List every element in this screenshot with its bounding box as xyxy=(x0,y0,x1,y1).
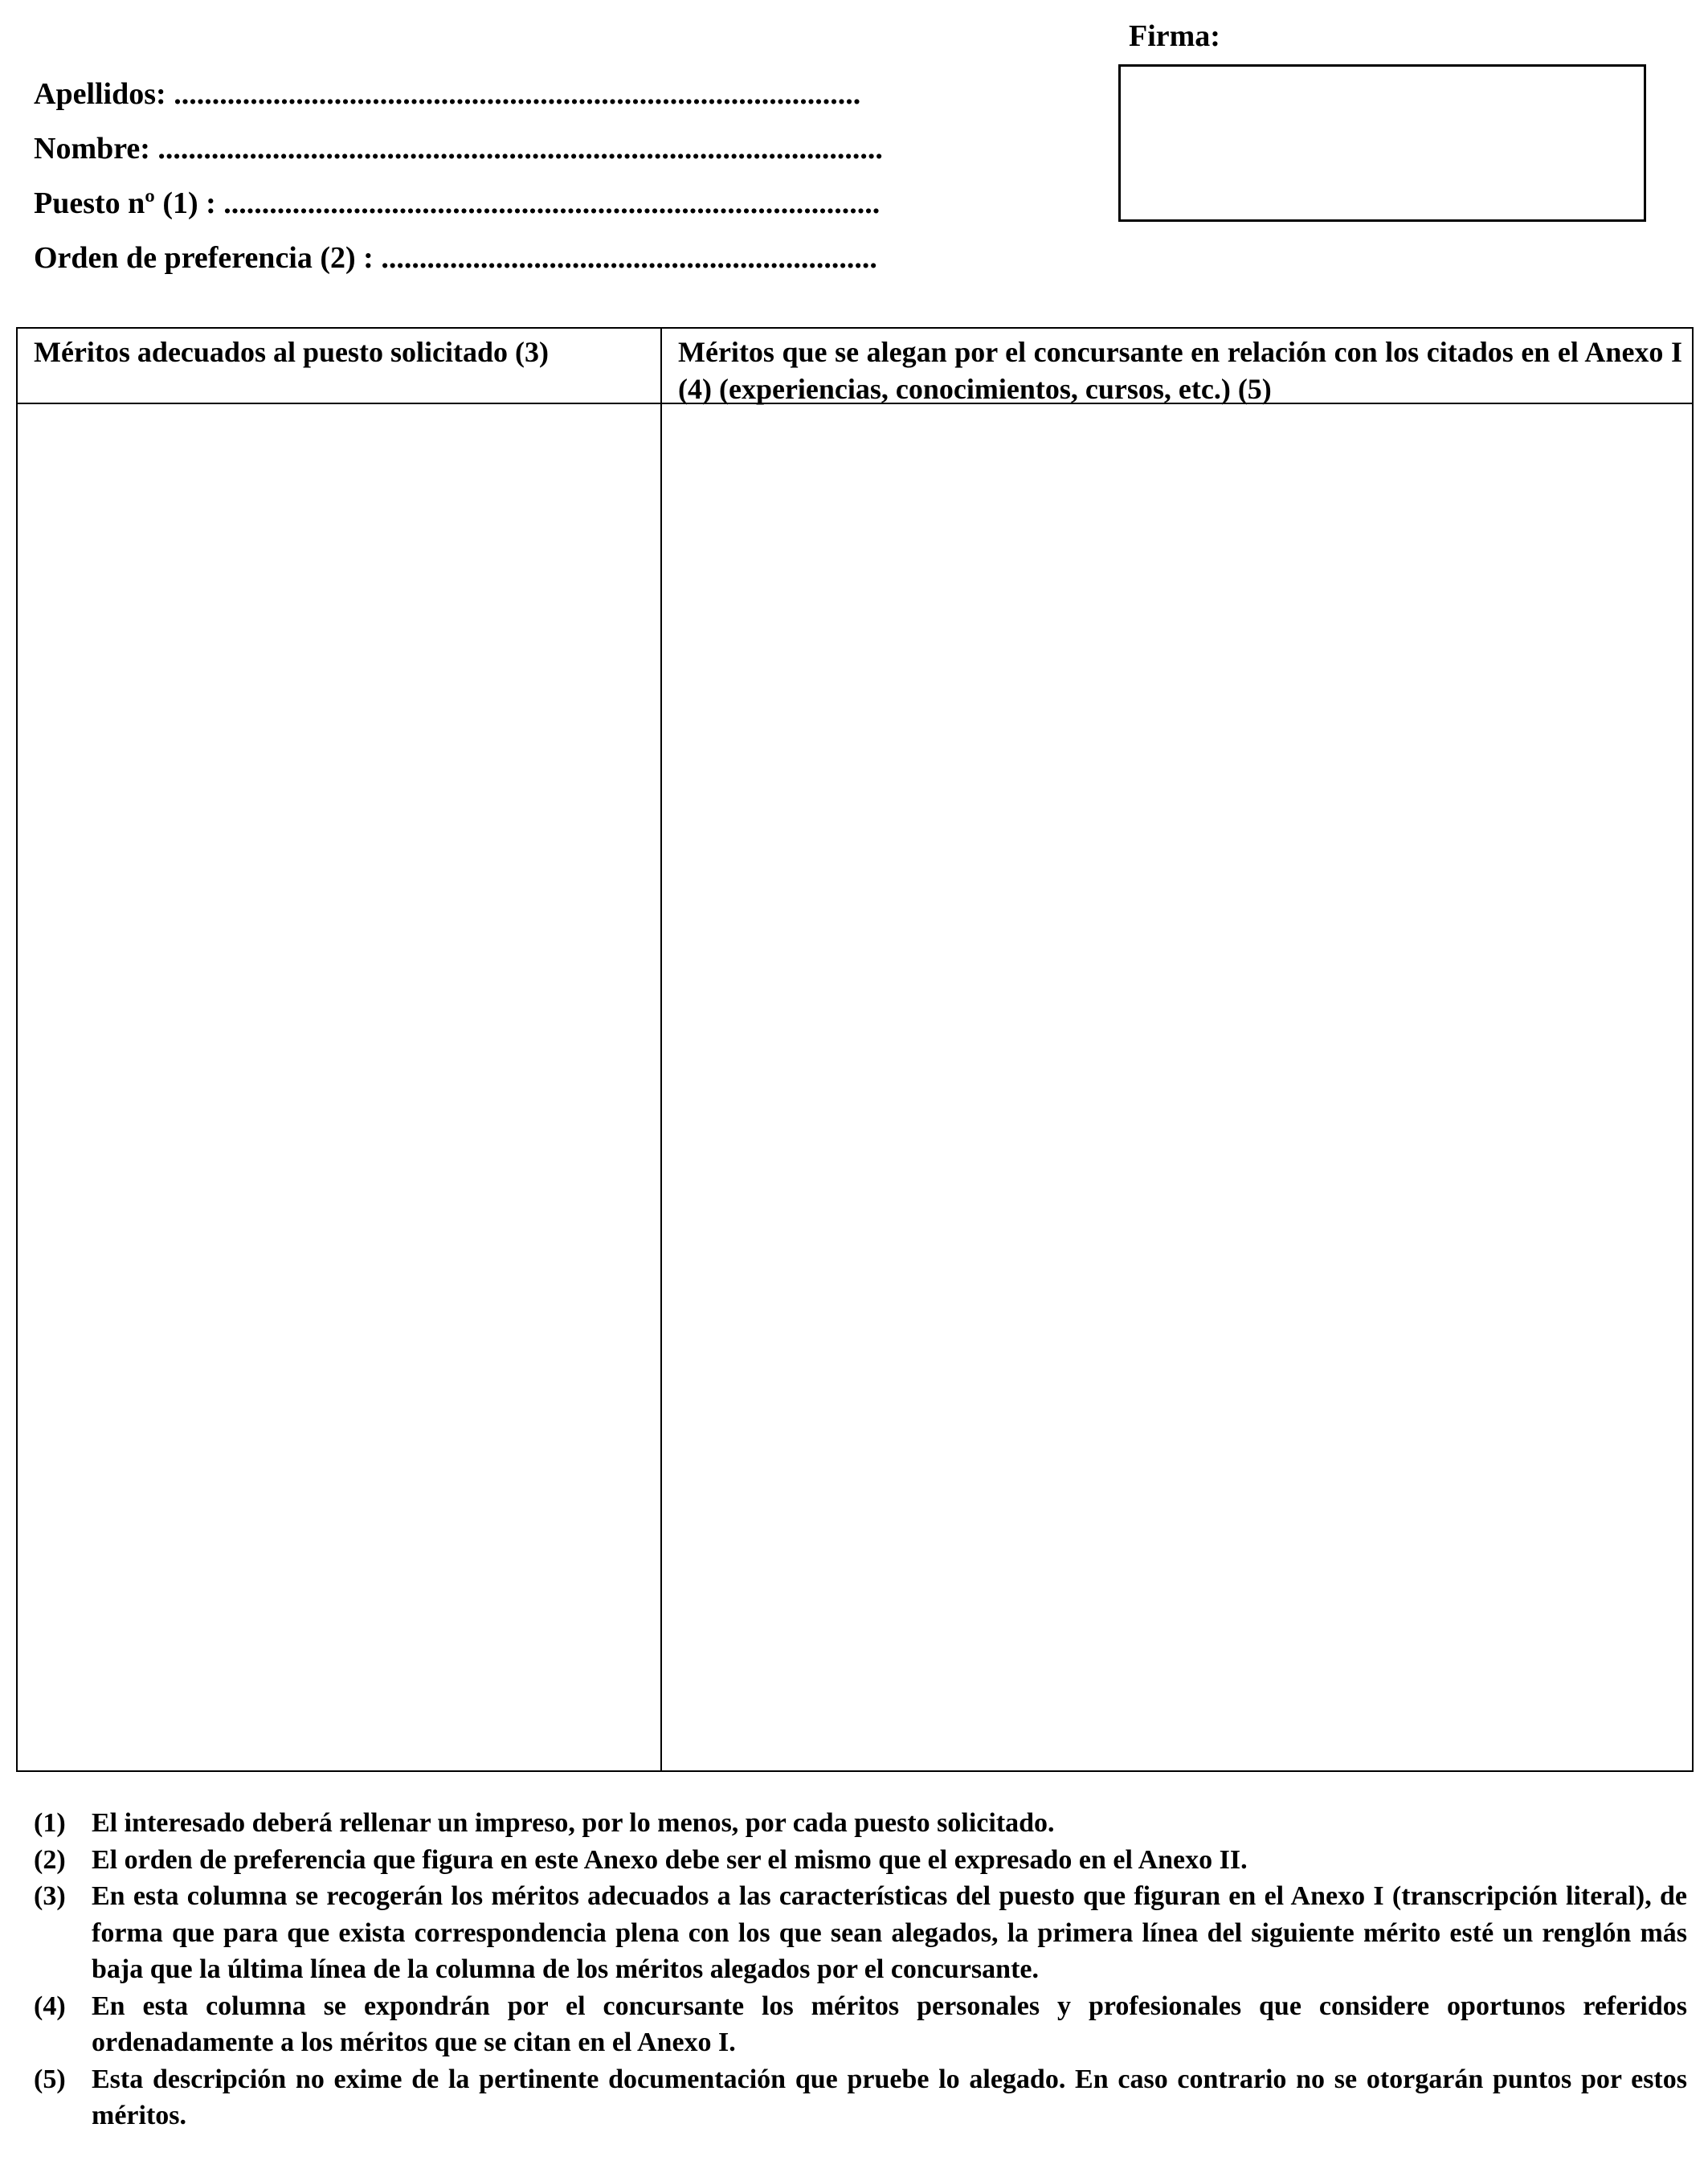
footnote-text: El interesado deberá rellenar un impreso, por lo menos, por cada puesto solicitado. xyxy=(92,1808,1055,1838)
required-merits-area[interactable] xyxy=(19,404,659,1770)
signature-label: Firma: xyxy=(1129,19,1220,53)
required-merits-header: Méritos adecuados al puesto solicitado (3) xyxy=(34,336,549,368)
footnote xyxy=(34,1842,1687,1879)
puesto-field[interactable]: Puesto nº (1) : ...................................................................................... xyxy=(34,186,881,220)
footnote-text: El orden de preferencia que figura en este Anexo debe ser el mismo que el expresado en el Anexo II. xyxy=(92,1844,1248,1875)
claimed-merits-header: Méritos que se alegan por el concursante en relación con los citados en el Anexo I (4) (experiencias, conocimientos, cursos, etc.) (5) xyxy=(678,336,1682,405)
orden-preferencia-field[interactable]: Orden de preferencia (2) : ................................................................. xyxy=(34,241,877,275)
footnote-text: En esta columna se expondrán por el concursante los méritos personales y profesionales que considere oportunos referidos ordenadamente a los méritos que se citan en el Anexo I. xyxy=(92,1991,1687,2057)
footnote-text: Esta descripción no exime de la pertinente documentación que pruebe lo alegado. En caso contrario no se otorgarán puntos por estos méritos. xyxy=(92,2064,1687,2130)
footnote-number: (2) xyxy=(34,1844,66,1875)
footnote xyxy=(34,1805,1687,1842)
nombre-field[interactable]: Nombre: ............................................................................................... xyxy=(34,132,883,166)
footnotes xyxy=(34,1805,1687,2134)
footnote-number: (3) xyxy=(34,1881,66,1911)
footnote xyxy=(34,1878,1687,1988)
footnote-number: (5) xyxy=(34,2064,66,2094)
footnote-text: En esta columna se recogerán los méritos adecuados a las características del puesto que figuran en el Anexo I (transcripción literal), de forma que para que exista correspondencia plena con los que sean alegados, la primera línea del siguiente mérito esté un renglón más baja que la última línea de la columna de los méritos alegados por el concursante. xyxy=(92,1881,1687,1984)
claimed-merits-area[interactable] xyxy=(662,404,1692,1770)
apellidos-field[interactable]: Apellidos: .......................................................................................... xyxy=(34,77,861,111)
signature-box[interactable] xyxy=(1118,64,1646,222)
footnote-number: (1) xyxy=(34,1808,66,1838)
footnote xyxy=(34,2061,1687,2134)
footnote xyxy=(34,1988,1687,2061)
merits-table xyxy=(16,327,1694,1772)
footnote-number: (4) xyxy=(34,1991,66,2021)
